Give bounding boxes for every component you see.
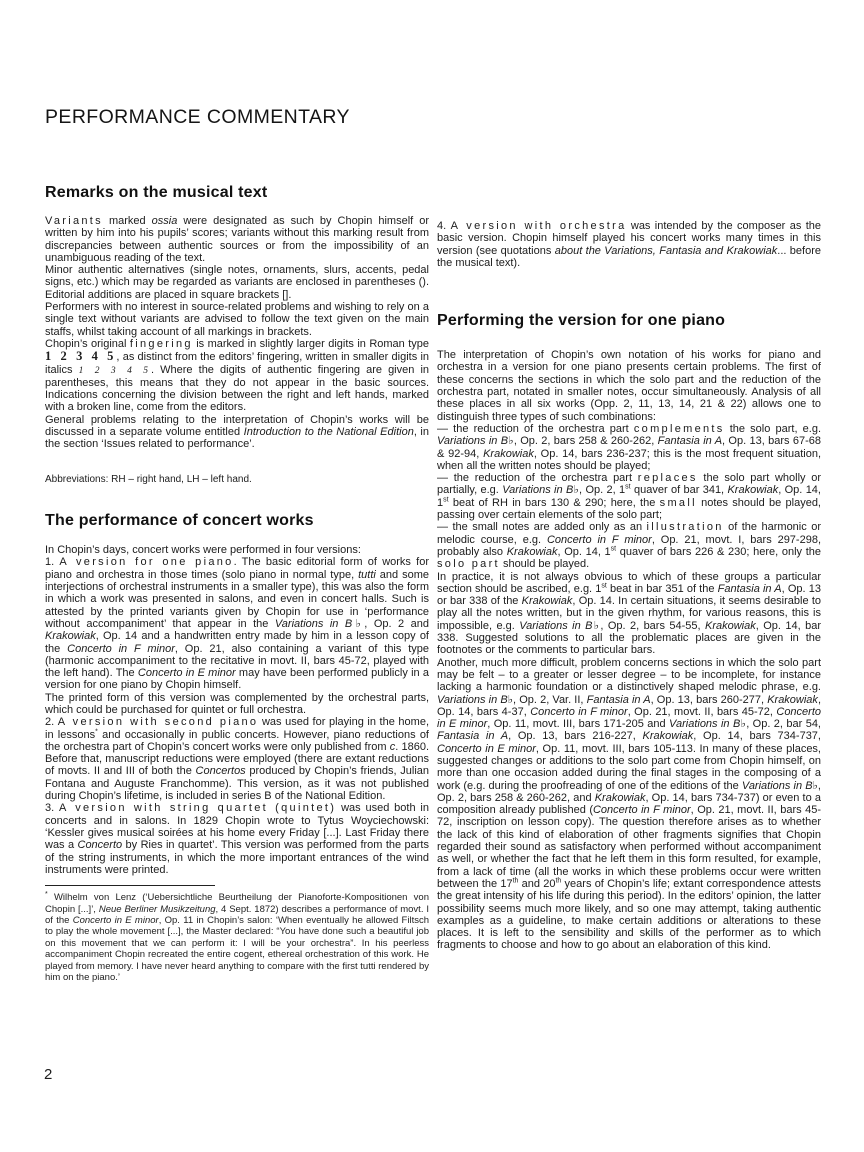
paragraph: Another, much more difficult, problem concerns sections in which the solo part may be felt – to a greater or lesser degree – to be incomplete, for instance lacking a harmonic foundation or a distinctively shaped melodic phrase, e.g. Variations in B♭, Op. 2, Var. II, Fantasia in A, Op. 13, bars 260-277, Krakowiak, Op. 14, bars 4-37, Concerto in F minor, Op. 21, movt. II, bars 45-72, Concerto in E minor, Op. 11, movt. III, bars 171-205 and Variations in B♭, Op. 2, bar 54, Fantasia in A, Op. 13, bars 216-227, Krakowiak, Op. 14, bars 734-737, Concerto in E minor, Op. 11, movt. III, bars 105-113. In many of these places, suggested changes or additions to the solo part come from Chopin himself, on more than one occasion added during the final stages in the composing of a work (e.g. during the proofreading of one of the editions of the Variations in B♭, Op. 2, bars 258 & 260-262, and Krakowiak, Op. 14, bars 734-737) or even to a composition already published (Concerto in F minor, Op. 21, movt. II, bars 45-72, inscription on lesson copy). The question therefore arises as to whether the lack of this kind of elaboration of other fragments signifies that Chopin regarded their sound as satisfactory when performed without accompaniment as well, or whether the fact that he left them in this form resulted, for example, from a lack of time (all the works in which these problems occur were written between the 17th and 20th years of Chopin’s life; extant correspondence attests the great intensity of his life during this period). In the editors’ opinion, the latter possibility seems much more likely, and so one may attempt, taking authentic examples as a guideline, to make certain additions or alterations to these places. It is left to the sensibility and skills of the performer as to which fragments to choose and how to go about an elaboration of this kind. [437, 656, 822, 952]
section-heading-one-piano: Performing the version for one piano [437, 312, 726, 330]
paragraph: Minor authentic alternatives (single notes, ornaments, slurs, accents, pedal signs, etc.) which may be regarded as variants are enclosed in parentheses (). Editorial additions are placed in square brackets []. [45, 264, 429, 301]
paragraph: General problems relating to the interpretation of Chopin’s works will be discussed in a separate volume entitled Introduction to the National Edition, in the section ‘Issues related to performance’. [45, 413, 429, 451]
paragraph: 1. A version for one piano. The basic editorial form of works for piano and orchestra in those times (solo piano in normal type, tutti and some interjections of orchestral instruments in a smaller type), this was also the form in which a work was presented in salons, and even in concert halls. Such is attested by the printed variants given by Chopin for use in ‘performance without accompaniment’ that appear in the Variations in B♭, Op. 2 and Krakowiak, Op. 14 and a handwritten entry made by him in a lesson copy of the Concerto in F minor, Op. 21, also containing a variant of this type (harmonic accompaniment to the recitative in movt. II, bars 45-72, played with the left hand). The Concerto in E minor may have been performed publicly in a version for one piano by Chopin himself. [45, 556, 430, 692]
footnote-text: * Wilhelm von Lenz (‘Uebersichtliche Beurtheilung der Pianoforte-Kompositionen von Chopin [...]’, Neue Berliner Musikzeitung, 4 Sept. 1872) describes a performance of movt. I of the Concerto in E minor, Op. 11 in Chopin’s salon: ‘When eventually he allowed Filtsch to play the whole movement [...], the Master declared: “You have done such a beautiful job on this movement that we can perform it: I will be your orchestra”. In his peerless accompaniment Chopin recreated the entire cogent, ethereal orchestration of this work. He played from memory. I have never heard anything to compare with the first tutti rendered by him on the piano.’ [45, 891, 429, 983]
footnote [45, 885, 429, 983]
paragraph: 4. A version with orchestra was intended by the composer as the basic version. Chopin himself played his concert works many times in this version (see quotations about the Variations, Fantasia and Krakowiak... before the musical text). [437, 220, 822, 269]
paragraph: The printed form of this version was complemented by the orchestral parts, which could be purchased for quintet or full orchestra. [45, 691, 429, 716]
right-column [437, 220, 821, 952]
paragraph: 2. A version with second piano was used for playing in the home, in lessons* and occasionally in public concerts. However, piano reductions of the orchestra part of Chopin’s concert works were only published from c. 1860. Before that, manuscript reductions were employed (there are extant reductions of movts. II and III of both the Concertos produced by Chopin’s friends, Julian Fontana and Auguste Franchomme). This version, as it was not published during Chopin’s lifetime, is included in series B of the National Edition. [45, 716, 430, 803]
paragraph: The interpretation of Chopin’s own notation of his works for piano and orchestra in a version for one piano presents certain problems. The first of these concerns the sections in which the solo part and the reduction of the orchestra part, notated in smaller notes, occur simultaneously. Analysis of all these places in all six works (Opp. 2, 11, 13, 14, 21 & 22) allows one to distinguish three types of such combinations: [437, 349, 821, 423]
page-number: 2 [44, 1066, 53, 1083]
abbreviations-note: Abbreviations: RH – right hand, LH – left hand. [45, 473, 252, 485]
left-column [45, 184, 429, 983]
paragraph: — the reduction of the orchestra part complements the solo part, e.g. Variations in B♭, Op. 2, bars 258 & 260-262, Fantasia in A, Op. 13, bars 67-68 & 92-94, Krakowiak, Op. 14, bars 236-237; this is the most frequent situation, when all the written notes should be played; [437, 422, 822, 472]
paragraph: — the reduction of the orchestra part replaces the solo part wholly or partially, e.g. Variations in B♭, Op. 2, 1st quaver of bar 341, Krakowiak, Op. 14, 1st beat of RH in bars 130 & 290; here, the small notes should be played, passing over certain elements of the solo part; [437, 472, 821, 522]
page-title: PERFORMANCE COMMENTARY [45, 106, 350, 128]
paragraph: In Chopin’s days, concert works were performed in four versions: [45, 544, 361, 557]
paragraph: 3. A version with string quartet (quintet) was used both in concerts and in salons. In 1829 Chopin wrote to Tytus Woyciechowski: ‘Kessler gives musical soirées at his home every Friday [...]. Last Friday there was a Concerto by Ries in quartet’. This version was performed from the parts of the string instruments, in which the more important entrances of the wind instruments were printed. [45, 802, 429, 876]
paragraph: In practice, it is not always obvious to which of these groups a particular section should be ascribed, e.g. 1st beat in bar 351 of the Fantasia in A, Op. 13 or bar 338 of the Krakowiak, Op. 14. In certain situations, it seems desirable to play all the notes written, but in the given rhythm, for various reasons, this is impossible, e.g. Variations in B♭, Op. 2, bars 54-55, Krakowiak, Op. 14, bar 338. Suggested solutions to all the problematic places are given in the footnotes or the comments to particular bars. [437, 570, 821, 657]
paragraph: Variants marked ossia were designated as such by Chopin himself or written by him into his pupils’ scores; variants without this marking result from discrepancies between authentic sources or from the impossibility of an unambiguous reading of the text. [45, 215, 429, 264]
paragraph: — the small notes are added only as an illustration of the harmonic or melodic course, e.g. Concerto in F minor, Op. 21, movt. I, bars 297-298, probably also Krakowiak, Op. 14, 1st quaver of bars 226 & 230; here, only the solo part should be played. [437, 521, 822, 571]
paragraph: Chopin’s original fingering is marked in slightly larger digits in Roman type 1 2 3 4 5, as distinct from the editors’ fingering, written in smaller digits in italics 1 2 3 4 5. Where the digits of authentic fingering are given in parentheses, this means that they do not appear in the basic sources. Indications concerning the division between the right and left hands, marked with a broken line, come from the editors. [45, 337, 430, 414]
section-heading-concert-works: The performance of concert works [45, 512, 314, 530]
paragraph: Performers with no interest in source-related problems and wishing to rely on a single text without variants are advised to follow the text given on the main staffs, whilst taking account of all markings in brackets. [45, 301, 429, 338]
section-heading-remarks: Remarks on the musical text [45, 184, 268, 201]
footnote-divider [45, 885, 215, 886]
